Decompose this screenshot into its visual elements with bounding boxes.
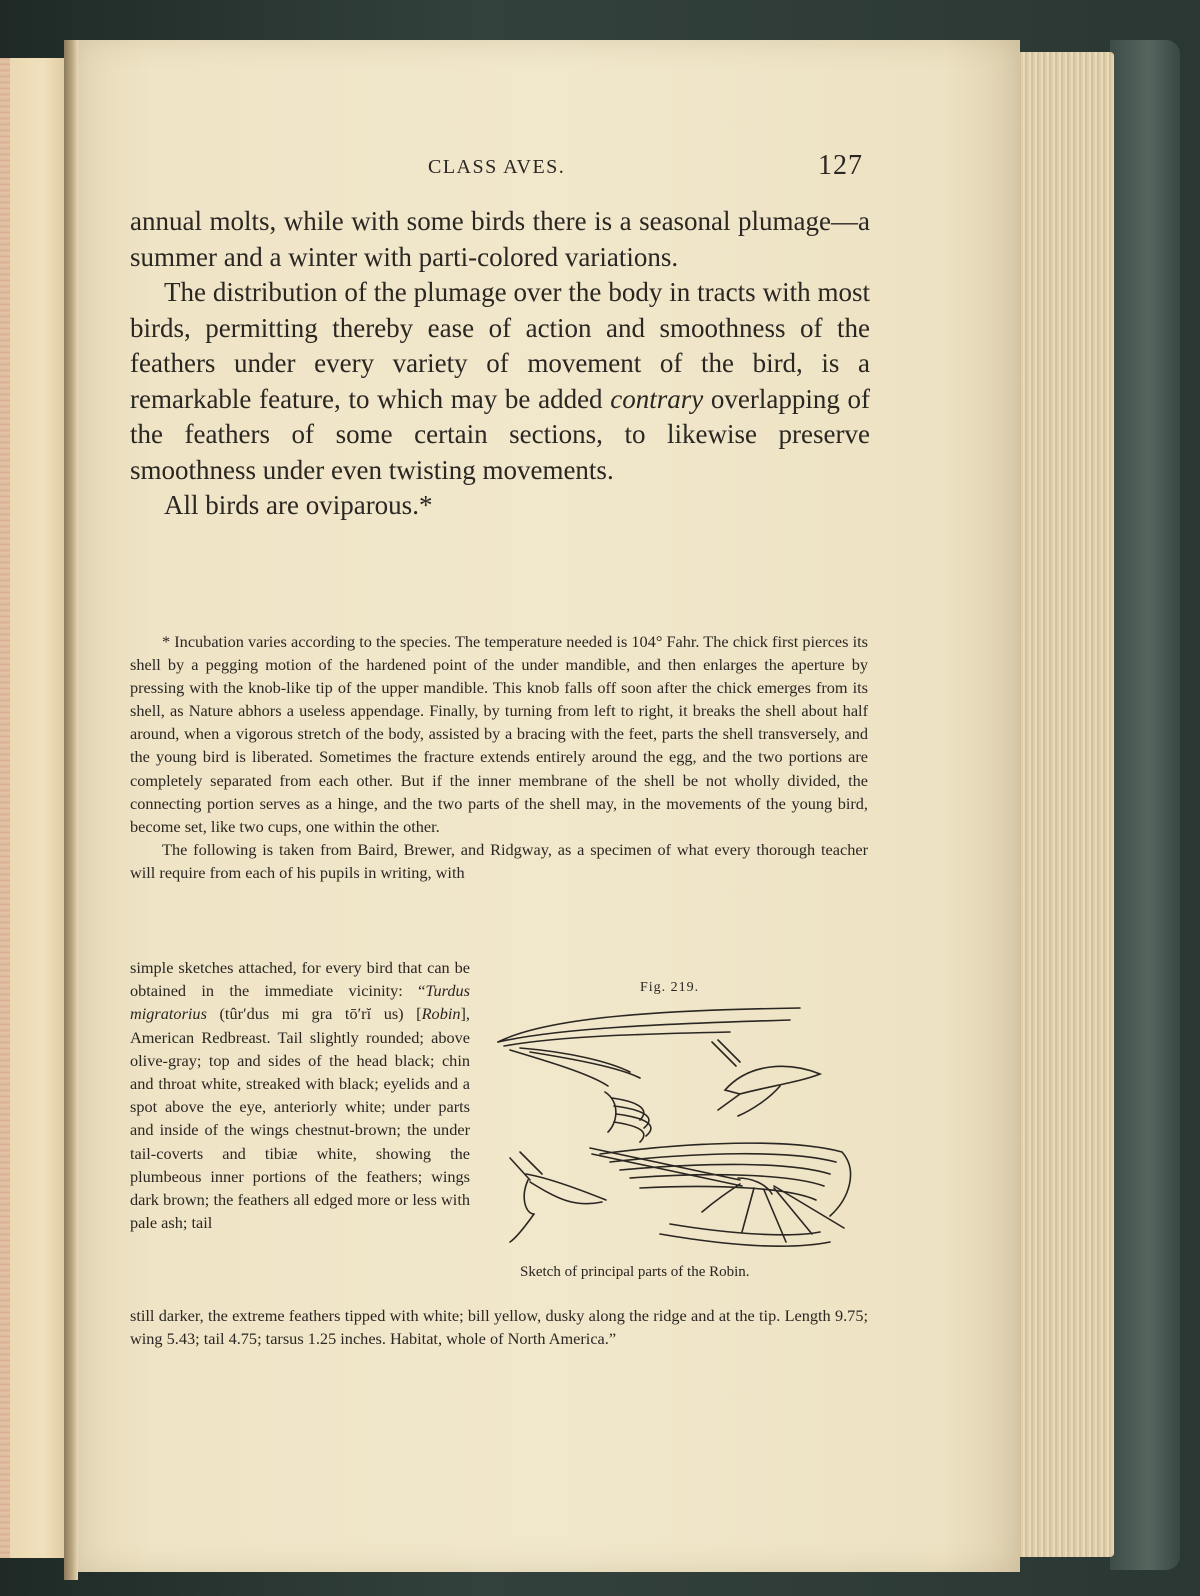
robin-lead: simple sketches attached, for every bird that can be obtained in the immediate vicinity: “ [130, 958, 470, 1001]
page-edges [1016, 52, 1114, 1557]
gutter [64, 40, 78, 1580]
figure-label: Fig. 219. [640, 980, 700, 995]
robin-description-end-text: still darker, the extreme feathers tipped with white; bill yellow, dusky along the ridge and at the tip. Length 9.75; wing 5.43; tail 4.75; tarsus 1.25 inches. Habitat, whole of North America.” [130, 1306, 868, 1349]
footnote [130, 630, 868, 884]
paragraph-distribution [130, 275, 870, 488]
species-name: Turdus migratorius [130, 981, 470, 1024]
paragraph-oviparous: All birds are oviparous.* [164, 490, 433, 520]
figure-caption: Sketch of principal parts of the Robin. [520, 1264, 750, 1280]
emphasis-contrary: contrary [610, 383, 704, 414]
figure-219 [490, 980, 870, 1290]
robin-common-name: Robin [421, 1004, 461, 1024]
body-text [130, 204, 870, 524]
robin-rest: ], American Redbreast. Tail slightly rounded; above olive-gray; top and sides of the head black; chin and throat white, streaked with black; eyelids and a spot above the eye, anteriorly white; under parts and inside of the wings chestnut-brown; the under tail-coverts and tibiæ white, showing the plumbeous inner portions of the feathers; wings dark brown; the feathers all edged more or less with pale ash; tail [130, 1004, 470, 1233]
robin-description-end [130, 1304, 868, 1350]
robin-description [130, 956, 470, 1234]
book-cover-edge [1110, 40, 1180, 1570]
page-number: 127 [818, 150, 863, 181]
robin-description-text [130, 956, 470, 1234]
paragraph-distribution-b: overlapping of the feathers of some certain sections, to likewise preserve smoothness under even twisting movements. [130, 383, 871, 485]
paragraph-distribution-a: The distribution of the plumage over the body in tracts with most birds, permitting thereby ease of action and smoothness of the feathers under every variety of movement of the bird, is a remarkable feature, to which may be added [130, 277, 870, 414]
facing-page [0, 58, 72, 1558]
facing-page-edge [0, 58, 10, 1558]
footnote-incubation: * Incubation varies according to the species. The temperature needed is 104° Fahr. The chick first pierces its shell by a pegging motion of the hardened point of the under mandible, and then enlarges the aperture by pressing with the knob-like tip of the upper mandible. This knob falls off soon after the chick emerges from its shell, as Nature abhors a useless appendage. Finally, by turning from left to right, it breaks the shell about half around, when a vigorous stretch of the body, assisted by a bracing with the feet, parts the shell transversely, and the young bird is liberated. Sometimes the fracture extends entirely around the egg, and the two portions are completely separated from each other. But if the inner membrane of the shell be not wholly divided, the connecting portion serves as a hinge, and the two parts of the shell may, in the movements of the young bird, become set, like two cups, one within the other. [130, 632, 868, 836]
robin-pronunciation: (tûr′dus mi gra tō′rĭ us) [ [206, 1004, 422, 1024]
footnote-following: The following is taken from Baird, Brewer, and Ridgway, as a specimen of what every thorough teacher will require from each of his pupils in writing, with [130, 839, 868, 882]
paragraph-molts: annual molts, while with some birds there is a seasonal plumage—a summer and a winter with parti-colored variations. [130, 206, 870, 272]
running-head: CLASS AVES. [428, 156, 566, 178]
robin-sketch [490, 1002, 870, 1260]
